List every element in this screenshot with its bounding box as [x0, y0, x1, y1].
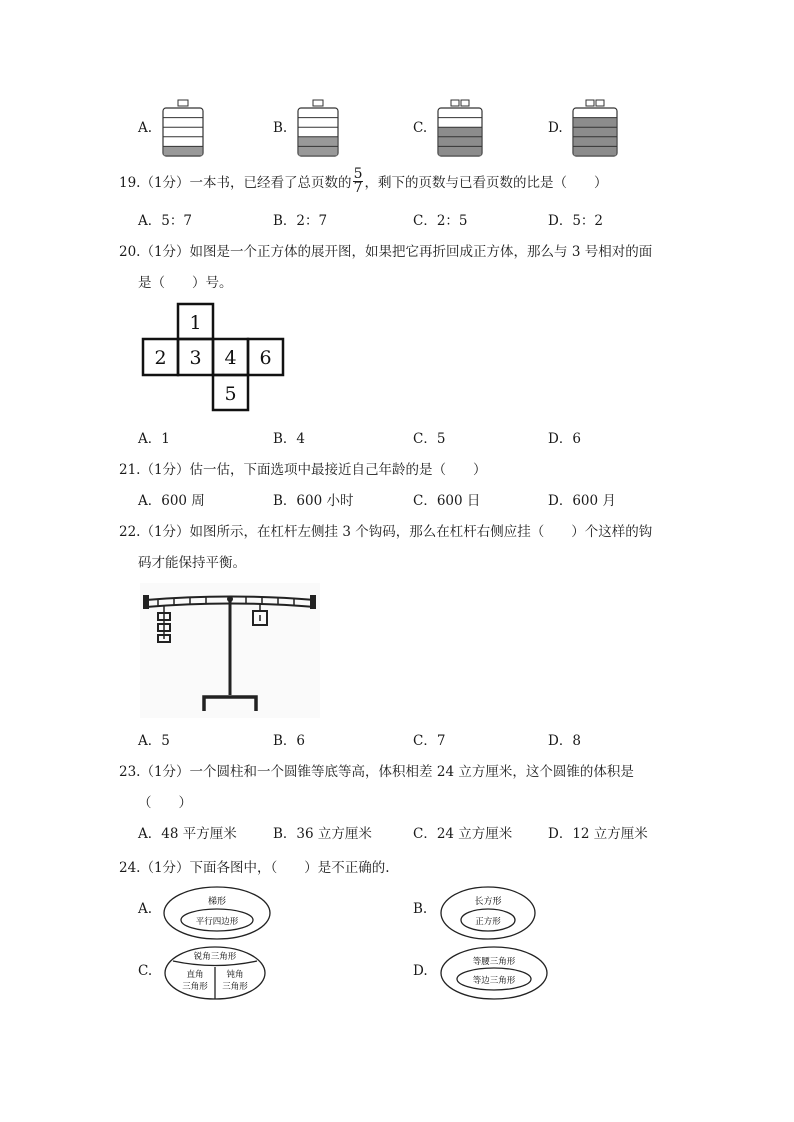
q19-option-b[interactable]: B．2：7 [273, 213, 328, 229]
q24-option-a-venn [161, 884, 273, 942]
q20-option-d[interactable]: D．6 [548, 431, 581, 447]
q18-a-shade [164, 146, 203, 156]
q20-option-b[interactable]: B．4 [273, 431, 306, 447]
q18-option-a-figure [160, 98, 208, 160]
q19-option-a[interactable]: A．5：7 [138, 213, 192, 229]
q20-line1: 20.（1分）如图是一个正方体的展开图，如果把它再折回成正方体，那么与 3 号相对的面 [119, 244, 653, 260]
net-face-2: 2 [154, 347, 167, 369]
q24-option-d-venn [438, 944, 550, 1002]
q24-c-left-label-1: 直角 [186, 970, 204, 980]
net-face-3: 3 [189, 347, 202, 369]
q19-prefix: 19.（1分）一本书，已经看了总页数的 [119, 175, 352, 191]
q24-b-inner-label: 正方形 [475, 917, 501, 927]
q22-line1: 22.（1分）如图所示，在杠杆左侧挂 3 个钩码，那么在杠杆右侧应挂（ ）个这样的钩 [119, 524, 653, 540]
q20-option-a[interactable]: A．1 [138, 431, 170, 447]
q23-option-b[interactable]: B．36 立方厘米 [273, 826, 372, 842]
q24-c-right-label-2: 三角形 [222, 982, 248, 992]
q23-option-c[interactable]: C．24 立方厘米 [413, 826, 513, 842]
q18-option-d-figure [570, 98, 622, 160]
q23-line1: 23.（1分）一个圆柱和一个圆锥等底等高，体积相差 24 立方厘米，这个圆锥的体积是 [119, 764, 634, 780]
net-face-1: 1 [189, 312, 202, 334]
q19-frac-num: 5 [353, 166, 363, 182]
q18-option-b-figure [295, 98, 343, 160]
q19-frac-den: 7 [353, 180, 363, 196]
q24-stem: 24.（1分）下面各图中，（ ）是不正确的. [119, 860, 390, 876]
q22-option-b[interactable]: B．6 [273, 733, 306, 749]
q24-b-outer-label: 长方形 [474, 897, 502, 907]
q21-option-c[interactable]: C．600 日 [413, 493, 481, 509]
q23-option-d[interactable]: D．12 立方厘米 [548, 826, 648, 842]
net-face-6: 6 [259, 347, 272, 369]
q24-option-a-label[interactable]: A. [138, 901, 153, 917]
q18-option-b-label[interactable]: B. [273, 120, 288, 136]
net-face-4: 4 [224, 347, 237, 369]
q19-suffix: ，剩下的页数与已看页数的比是（ ） [364, 175, 608, 191]
q24-a-inner-label: 平行四边形 [195, 917, 239, 927]
q24-d-outer-label: 等腰三角形 [472, 957, 516, 967]
q24-a-outer-label: 梯形 [207, 897, 227, 907]
q18-option-d-label[interactable]: D. [548, 120, 563, 136]
q22-lever-figure [140, 583, 320, 718]
q24-c-left-label-2: 三角形 [182, 982, 208, 992]
q19-option-d[interactable]: D．5：2 [548, 213, 604, 229]
q24-c-right-label-1: 钝角 [226, 970, 244, 980]
q21-option-d[interactable]: D．600 月 [548, 493, 616, 509]
q18-c-shade [439, 127, 482, 155]
q22-option-d[interactable]: D．8 [548, 733, 581, 749]
q19-stem [119, 166, 608, 197]
q21-option-b[interactable]: B．600 小时 [273, 493, 354, 509]
q24-d-inner-label: 等边三角形 [472, 976, 516, 986]
q20-line2: 是（ ）号。 [138, 275, 233, 291]
q24-option-d-label[interactable]: D. [413, 963, 428, 979]
q24-option-c-venn [162, 944, 268, 1002]
q20-option-c[interactable]: C．5 [413, 431, 446, 447]
q18-option-c-figure [435, 98, 487, 160]
q24-option-b-label[interactable]: B. [413, 901, 428, 917]
net-face-5: 5 [224, 383, 237, 405]
q22-option-c[interactable]: C．7 [413, 733, 446, 749]
q20-cube-net [140, 302, 286, 412]
q23-option-a[interactable]: A．48 平方厘米 [138, 826, 237, 842]
q21-option-a[interactable]: A．600 周 [138, 493, 205, 509]
q24-c-top-label: 锐角三角形 [193, 952, 237, 962]
q19-option-c[interactable]: C．2：5 [413, 213, 468, 229]
q19-fraction [353, 168, 364, 195]
q22-line2: 码才能保持平衡。 [138, 555, 246, 571]
q22-option-a[interactable]: A．5 [138, 733, 170, 749]
q21-stem: 21.（1分）估一估，下面选项中最接近自己年龄的是（ ） [119, 462, 487, 478]
q18-option-c-label[interactable]: C. [413, 120, 428, 136]
q23-line2: （ ） [138, 795, 192, 811]
q24-option-b-venn [438, 884, 538, 942]
q18-option-a-label[interactable]: A. [138, 120, 153, 136]
q24-option-c-label[interactable]: C. [138, 963, 153, 979]
